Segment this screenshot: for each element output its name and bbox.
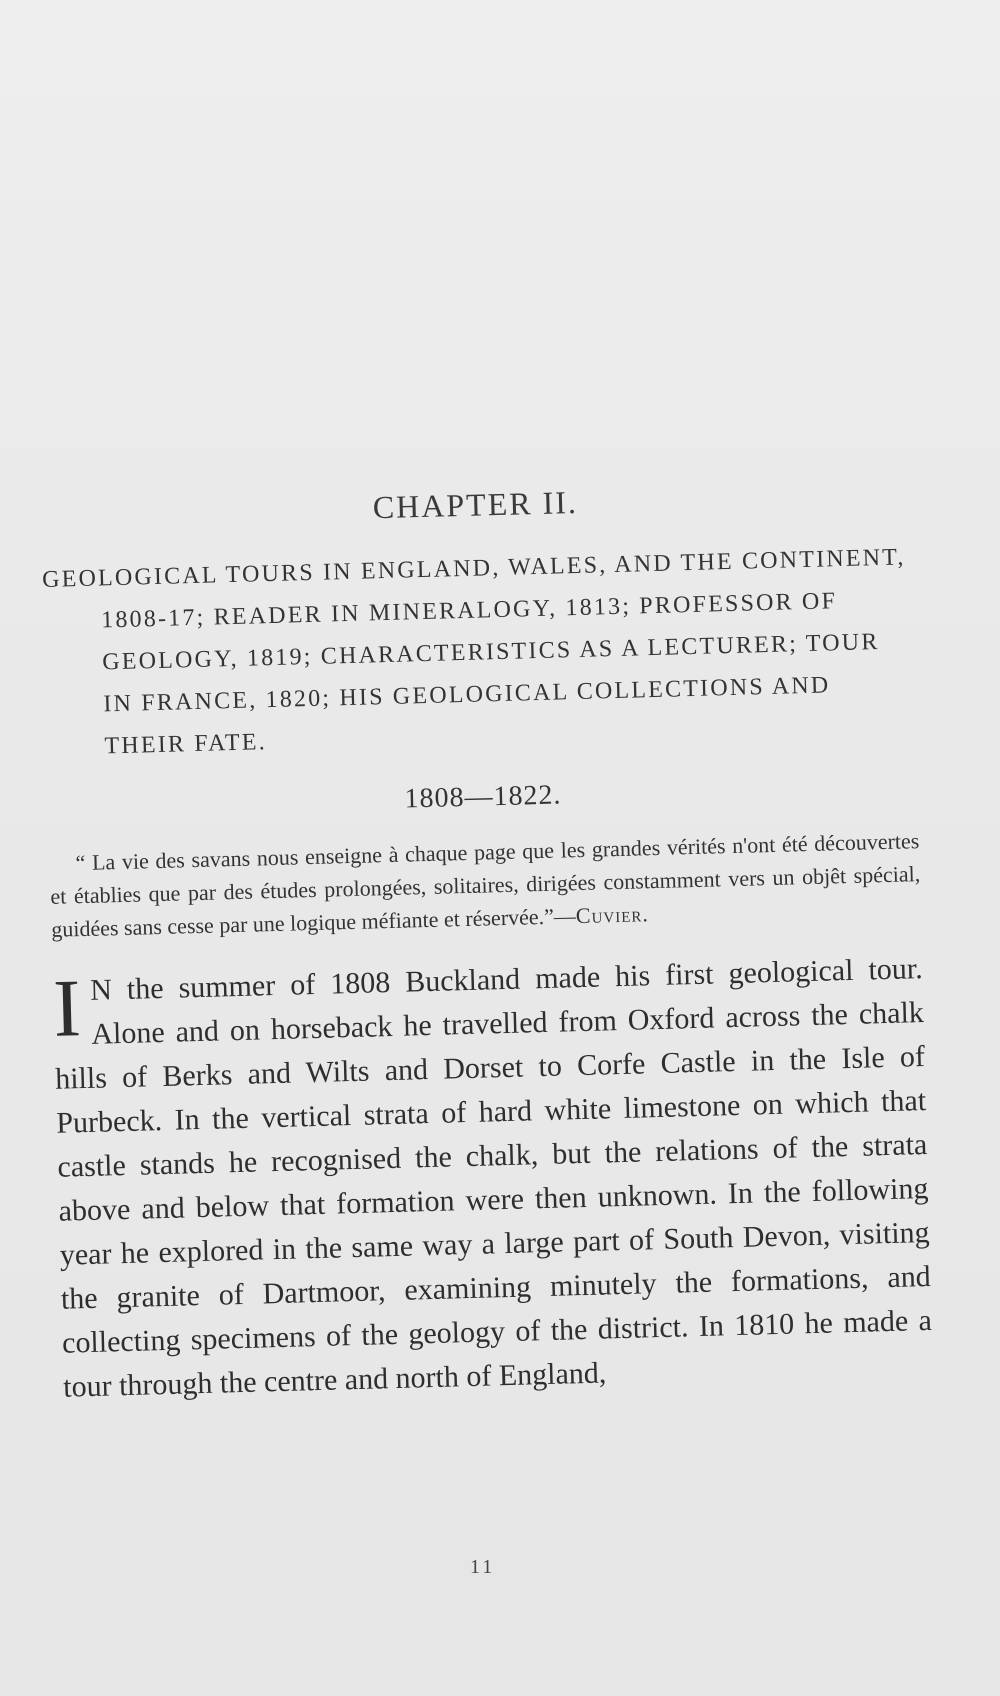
- chapter-title: CHAPTER II.: [372, 483, 579, 526]
- page-number: 11: [470, 1556, 496, 1578]
- body-text: N the summer of 1808 Buckland made his first geological tour. Alone and on horseback he travelled from Oxford across the chalk hills of Berks and Wilts and Dorset to Corfe Castle in the Isle of Purbeck. In the vertical strata of hard white limestone on which that castle stands he recognised the chalk, but the relations of the strata above and below that formation were then unknown. In the following year he explored in the same way a large part of South Devon, visiting the granite of Dartmoor, examining minutely the formations, and collecting specimens of the geology of the district. In 1810 he made a tour through the centre and north of England,: [54, 952, 933, 1404]
- epigraph-text: “ La vie des savans nous enseigne à chaque page que les grandes vérités n'ont été découvertes et établies que par des études prolongées, solitaires, dirigées constamment vers un objêt spécial, guidées sans cesse par une logique méfiante et réservée.”—: [50, 828, 921, 942]
- epigraph: [49, 824, 921, 946]
- body-paragraph: [52, 947, 933, 1410]
- chapter-summary: GEOLOGICAL TOURS IN ENGLAND, WALES, AND THE CONTINENT, 1808-17; READER IN MINERALOGY, 1813; PROFESSOR OF GEOLOGY, 1819; CHARACTERISTICS AS A LECTURER; TOUR IN FRANCE, 1820; HIS GEOLOGICAL COLLECTIONS AND THEIR FATE.: [41, 544, 906, 760]
- chapter-dates: 1808—1822.: [404, 779, 562, 815]
- drop-cap: I: [52, 962, 82, 1054]
- epigraph-author: Cuvier.: [575, 901, 650, 929]
- page-content: [40, 475, 934, 1409]
